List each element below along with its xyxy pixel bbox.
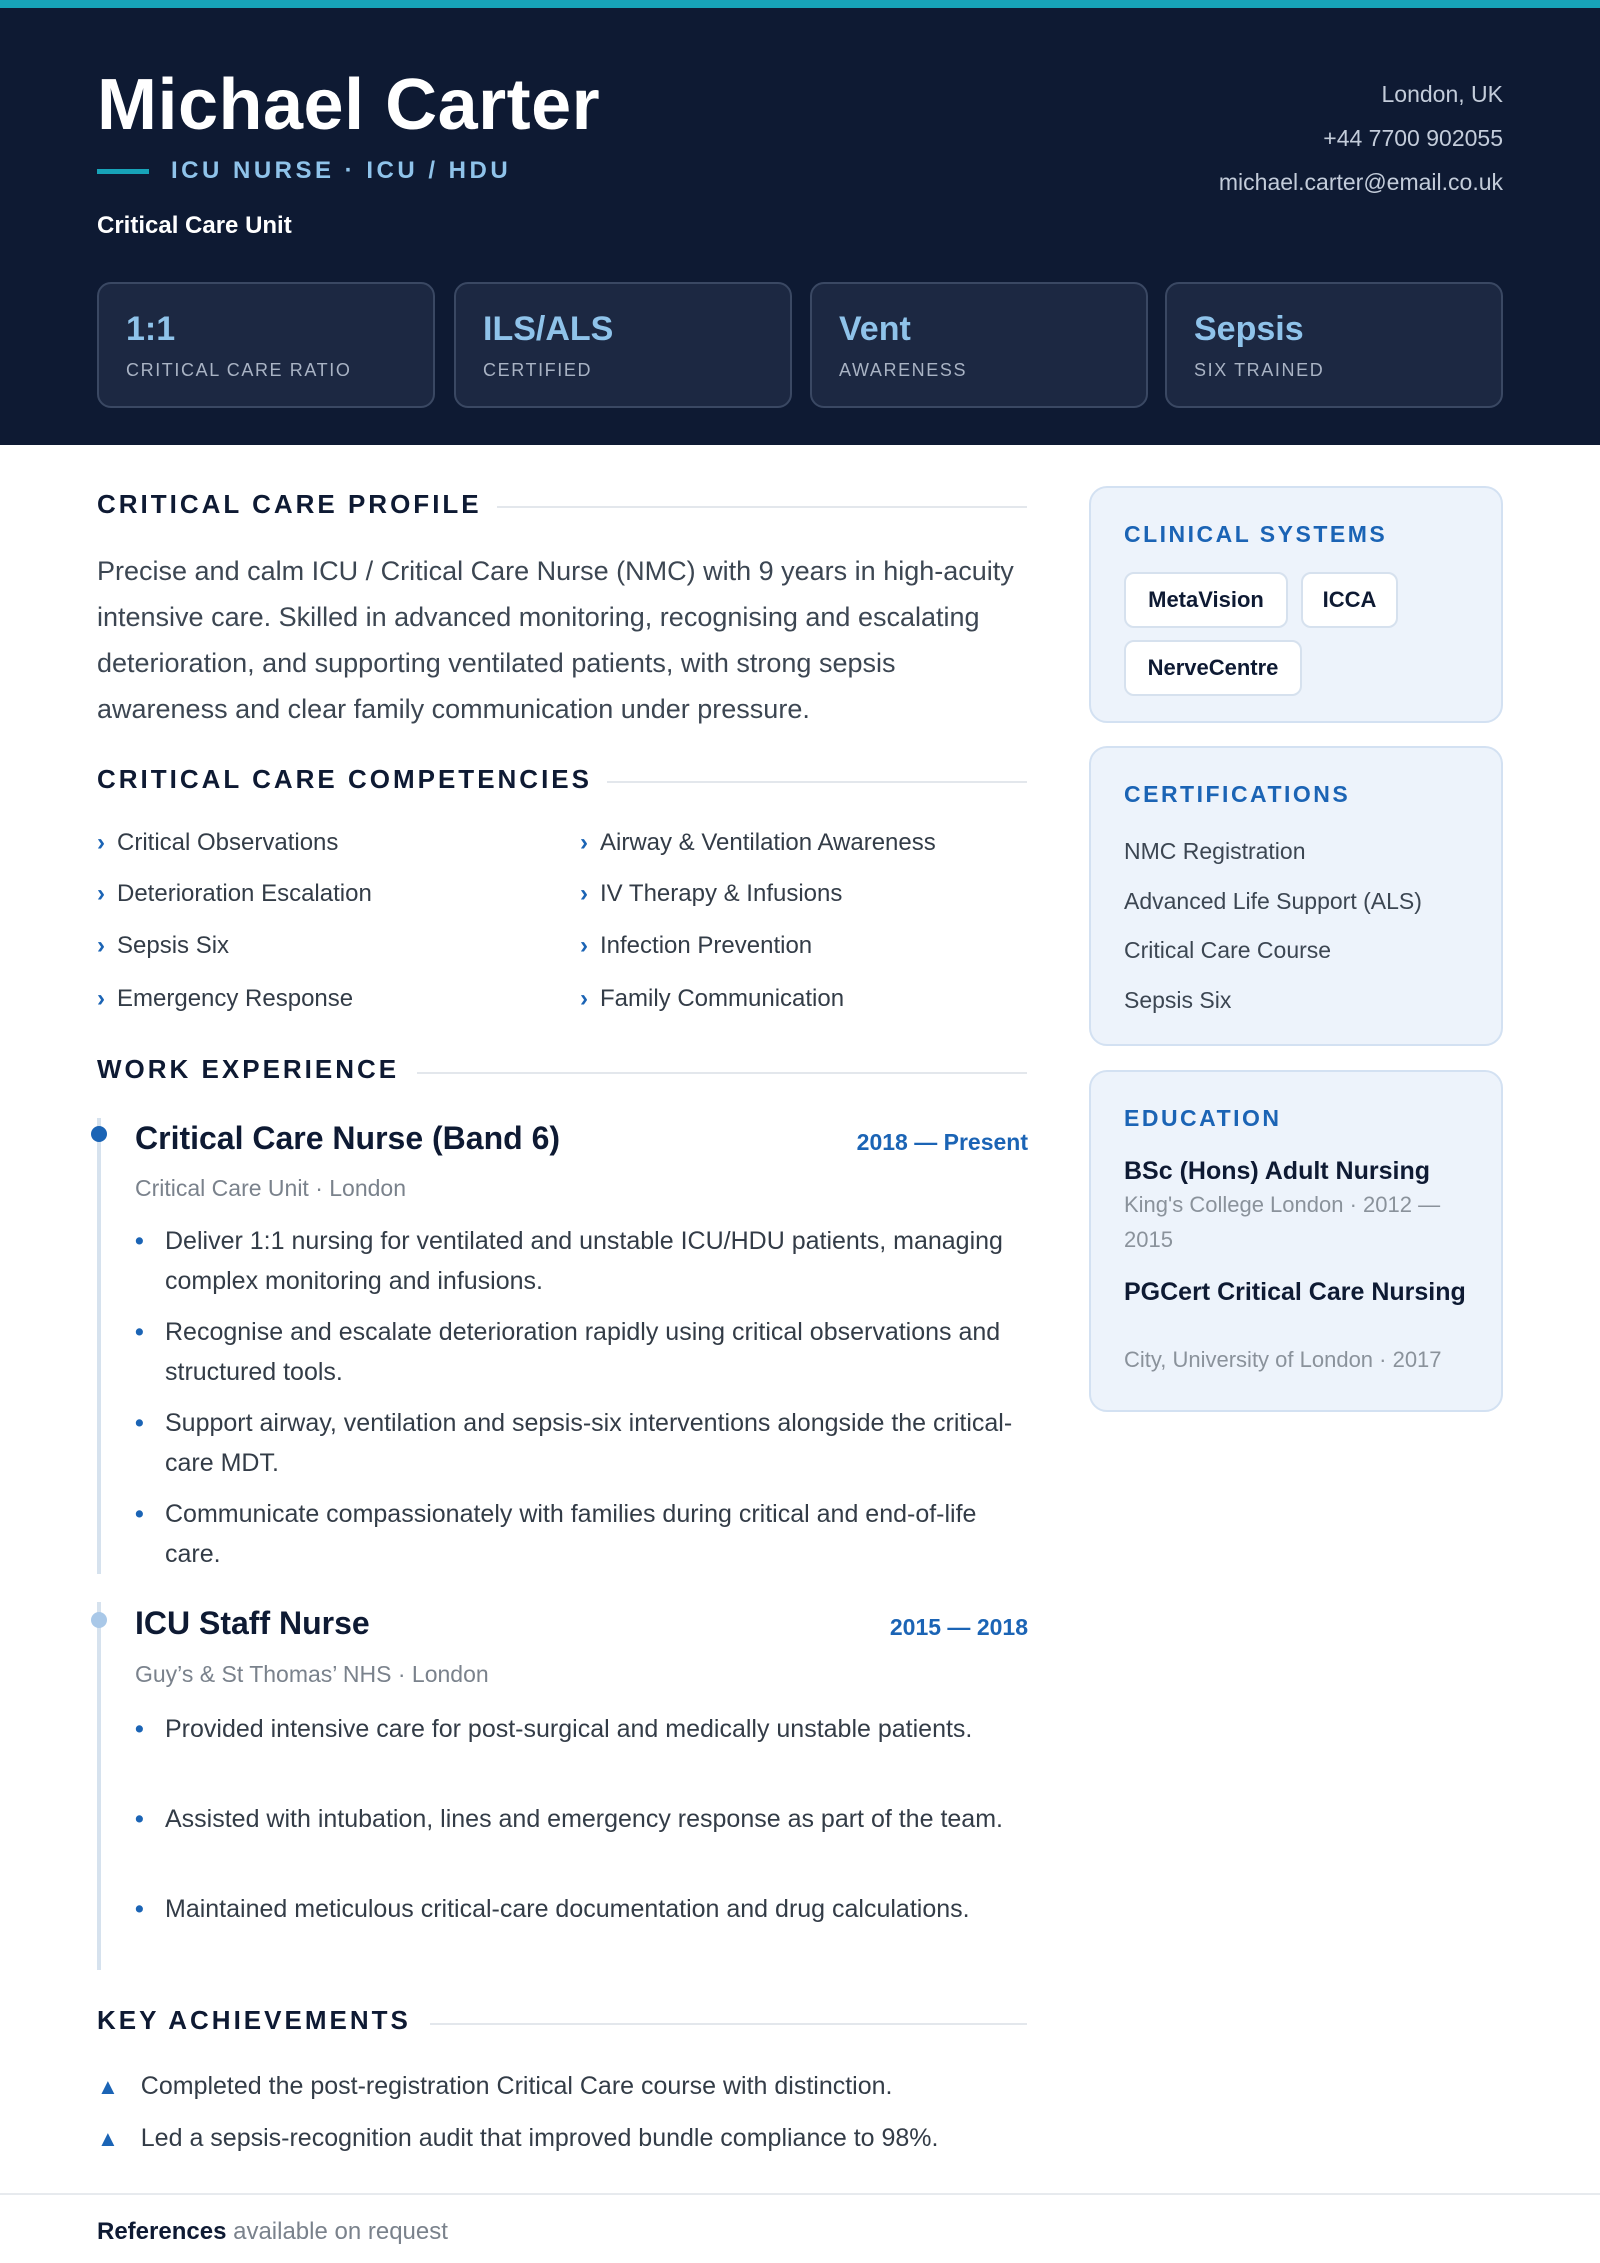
job-organisation: Guy’s & St Thomas’ NHS · London <box>135 1661 489 1687</box>
candidate-role: ICU NURSE · ICU / HDU <box>171 157 512 184</box>
job-title: ICU Staff Nurse <box>135 1605 370 1641</box>
bullet-dot-icon: • <box>135 1715 144 1743</box>
certification-item: Critical Care Course <box>1124 937 1332 963</box>
job-bullet: • Recognise and escalate deterioration rapidly using critical observations and structured tools. <box>135 1312 1015 1392</box>
certification-item: NMC Registration <box>1124 838 1306 864</box>
stat-value: Vent <box>839 310 911 348</box>
card-title: CERTIFICATIONS <box>1124 781 1351 807</box>
stat-value: 1:1 <box>126 310 176 348</box>
education-degree: BSc (Hons) Adult Nursing <box>1124 1157 1431 1185</box>
triangle-up-icon: ▲ <box>97 2126 119 2151</box>
bullet-dot-icon: • <box>135 1805 144 1833</box>
certification-item: Advanced Life Support (ALS) <box>1124 888 1422 914</box>
card-title: CLINICAL SYSTEMS <box>1124 521 1388 547</box>
timeline-line <box>97 1602 101 1970</box>
stat-card <box>1165 282 1503 408</box>
stat-label: CRITICAL CARE RATIO <box>126 360 352 380</box>
role-accent-line <box>97 169 149 174</box>
section-title-experience: WORK EXPERIENCE <box>97 1054 400 1084</box>
profile-summary: Precise and calm ICU / Critical Care Nurse (NMC) with 9 years in high-acuity intensive care. Skilled in advanced monitoring, recognising and escalating deterioration, and supporting ventilated patients, with strong sepsis awareness and clear family communication under pressure. <box>97 556 1014 724</box>
job-bullet: • Assisted with intubation, lines and emergency response as part of the team. <box>135 1799 1015 1839</box>
education-school: King's College London · 2012 — 2015 <box>1124 1192 1441 1252</box>
job-bullet: • Communicate compassionately with families during critical and end-of-life care. <box>135 1494 1015 1574</box>
system-chip: MetaVision <box>1124 572 1288 628</box>
card-education <box>1089 1070 1503 1412</box>
competency-item: › IV Therapy & Infusions <box>580 880 843 907</box>
card-clinical-systems <box>1089 486 1503 723</box>
contact-location: London, UK <box>1381 81 1503 107</box>
card-certifications <box>1089 746 1503 1046</box>
competency-item: › Family Communication <box>580 985 845 1012</box>
chevron-right-icon: › <box>97 985 105 1012</box>
section-divider <box>497 506 1027 508</box>
bullet-dot-icon: • <box>135 1895 144 1923</box>
competency-item: › Airway & Ventilation Awareness <box>580 829 936 856</box>
competency-item: › Sepsis Six <box>97 932 230 959</box>
competency-item: › Deterioration Escalation <box>97 880 372 907</box>
stat-card <box>97 282 435 408</box>
candidate-name: Michael Carter <box>97 65 601 145</box>
stat-label: AWARENESS <box>839 360 968 380</box>
system-chip: NerveCentre <box>1124 640 1302 696</box>
chevron-right-icon: › <box>580 829 588 856</box>
contact-block <box>1219 72 1503 204</box>
candidate-unit: Critical Care Unit <box>97 212 292 239</box>
bullet-dot-icon: • <box>135 1227 144 1255</box>
card-title: EDUCATION <box>1124 1105 1282 1131</box>
references-note: References available on request <box>97 2218 448 2245</box>
chevron-right-icon: › <box>97 829 105 856</box>
contact-phone[interactable]: +44 7700 902055 <box>1323 125 1503 151</box>
footer-divider <box>0 2193 1600 2195</box>
section-title-achievements: KEY ACHIEVEMENTS <box>97 2005 411 2035</box>
header-accent-bar <box>0 0 1600 8</box>
competency-item: › Infection Prevention <box>580 932 813 959</box>
resume-header <box>0 8 1600 445</box>
section-title-profile: CRITICAL CARE PROFILE <box>97 489 482 519</box>
stat-card <box>810 282 1148 408</box>
chevron-right-icon: › <box>580 985 588 1012</box>
job-bullet: • Provided intensive care for post-surgical and medically unstable patients. <box>135 1709 1015 1749</box>
education-degree: PGCert Critical Care Nursing <box>1124 1278 1466 1306</box>
chevron-right-icon: › <box>580 880 588 907</box>
chevron-right-icon: › <box>97 932 105 959</box>
timeline-dot <box>91 1126 107 1142</box>
triangle-up-icon: ▲ <box>97 2074 119 2099</box>
timeline-dot <box>91 1612 107 1628</box>
stat-value: ILS/ALS <box>483 310 614 348</box>
timeline-line <box>97 1118 101 1574</box>
section-title-competencies: CRITICAL CARE COMPETENCIES <box>97 764 592 794</box>
job-bullet: • Maintained meticulous critical-care documentation and drug calculations. <box>135 1889 1015 1929</box>
bullet-dot-icon: • <box>135 1318 144 1346</box>
job-bullet: • Deliver 1:1 nursing for ventilated and unstable ICU/HDU patients, managing complex monitoring and infusions. <box>135 1221 1015 1301</box>
stat-value: Sepsis <box>1194 310 1304 348</box>
bullet-dot-icon: • <box>135 1500 144 1528</box>
job-bullet: • Support airway, ventilation and sepsis-six interventions alongside the critical-care MDT. <box>135 1403 1015 1483</box>
achievement-item: ▲ Completed the post-registration Critical Care course with distinction. <box>97 2072 893 2100</box>
chevron-right-icon: › <box>97 880 105 907</box>
bullet-dot-icon: • <box>135 1409 144 1437</box>
stat-card <box>454 282 792 408</box>
job-dates: 2015 — 2018 <box>889 1614 1028 1640</box>
system-chip: ICCA <box>1301 572 1398 628</box>
achievement-item: ▲ Led a sepsis-recognition audit that improved bundle compliance to 98%. <box>97 2124 939 2152</box>
stat-label: SIX TRAINED <box>1194 360 1325 380</box>
certification-item: Sepsis Six <box>1124 987 1232 1013</box>
section-divider <box>417 1072 1027 1074</box>
education-school: City, University of London · 2017 <box>1124 1347 1442 1372</box>
chevron-right-icon: › <box>580 932 588 959</box>
section-divider <box>607 781 1027 783</box>
job-title: Critical Care Nurse (Band 6) <box>135 1120 561 1156</box>
competency-item: › Emergency Response <box>97 985 354 1012</box>
contact-email[interactable]: michael.carter@email.co.uk <box>1218 169 1503 195</box>
section-divider <box>430 2023 1027 2025</box>
competency-item: › Critical Observations <box>97 829 339 856</box>
job-dates: 2018 — Present <box>856 1129 1028 1155</box>
stat-label: CERTIFIED <box>483 360 593 380</box>
job-organisation: Critical Care Unit · London <box>135 1175 407 1201</box>
